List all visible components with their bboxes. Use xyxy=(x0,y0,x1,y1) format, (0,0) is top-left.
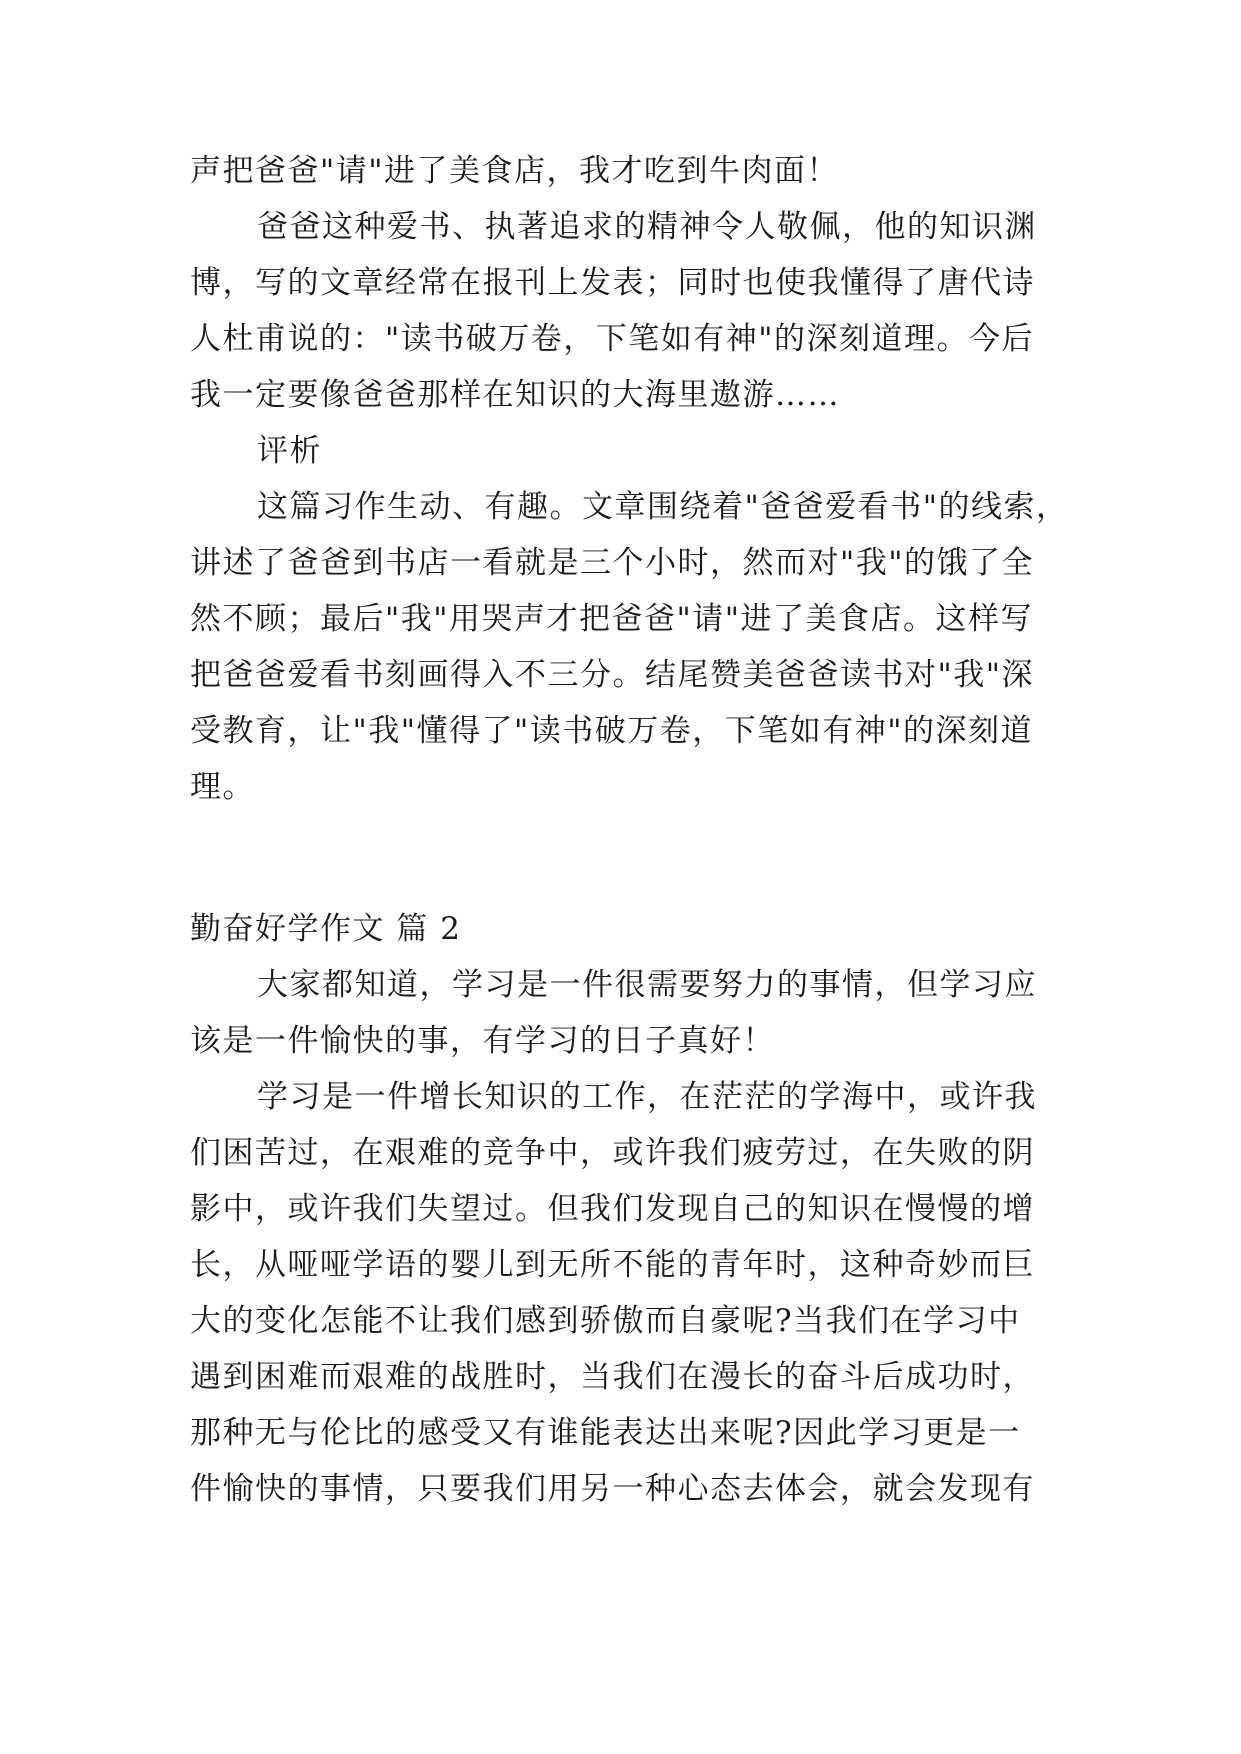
text-line: 影中，或许我们失望过。但我们发现自己的知识在慢慢的增 xyxy=(190,1191,1035,1227)
section-heading: 勤奋好学作文 篇 2 xyxy=(190,911,462,947)
text-line: 这篇习作生动、有趣。文章围绕着"爸爸爱看书"的线索， xyxy=(257,489,1069,525)
section-label: 评析 xyxy=(257,433,322,469)
text-line: 讲述了爸爸到书店一看就是三个小时，然而对"我"的饿了全 xyxy=(190,545,1035,581)
text-line: 长，从哑哑学语的婴儿到无所不能的青年时，这种奇妙而巨 xyxy=(190,1247,1035,1283)
text-line: 爸爸这种爱书、执著追求的精神令人敬佩，他的知识渊 xyxy=(257,209,1037,245)
text-line: 受教育，让"我"懂得了"读书破万卷，下笔如有神"的深刻道 xyxy=(190,713,1034,749)
text-line: 该是一件愉快的事，有学习的日子真好！ xyxy=(190,1023,775,1059)
text-line: 那种无与伦比的感受又有谁能表达出来呢?因此学习更是一 xyxy=(190,1415,1021,1451)
text-line: 们困苦过，在艰难的竞争中，或许我们疲劳过，在失败的阴 xyxy=(190,1135,1035,1171)
text-line: 博，写的文章经常在报刊上发表；同时也使我懂得了唐代诗 xyxy=(190,265,1035,301)
text-line: 件愉快的事情，只要我们用另一种心态去体会，就会发现有 xyxy=(190,1471,1035,1507)
text-line: 人杜甫说的："读书破万卷，下笔如有神"的深刻道理。今后 xyxy=(190,321,1035,357)
text-line: 把爸爸爱看书刻画得入不三分。结尾赞美爸爸读书对"我"深 xyxy=(190,657,1035,693)
text-line: 大的变化怎能不让我们感到骄傲而自豪呢?当我们在学习中 xyxy=(190,1303,1021,1339)
text-line: 我一定要像爸爸那样在知识的大海里遨游…… xyxy=(190,377,840,413)
text-line: 声把爸爸"请"进了美食店，我才吃到牛肉面！ xyxy=(190,153,840,189)
text-line: 大家都知道，学习是一件很需要努力的事情，但学习应 xyxy=(257,967,1037,1003)
text-line: 然不顾；最后"我"用哭声才把爸爸"请"进了美食店。这样写 xyxy=(190,601,1034,637)
text-line: 遇到困难而艰难的战胜时，当我们在漫长的奋斗后成功时， xyxy=(190,1359,1035,1395)
text-line: 学习是一件增长知识的工作，在茫茫的学海中，或许我 xyxy=(257,1079,1037,1115)
text-line: 理。 xyxy=(190,769,255,805)
